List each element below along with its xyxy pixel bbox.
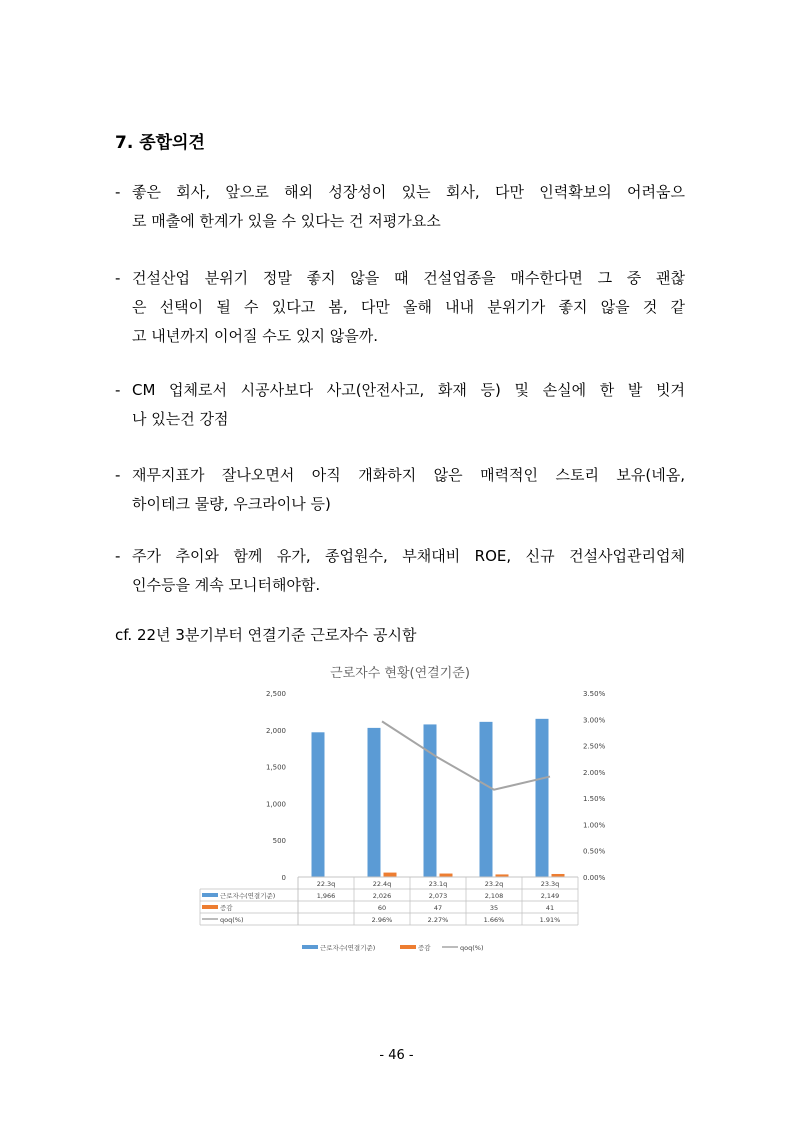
table-legend-key — [202, 905, 218, 909]
bar-employees — [536, 719, 549, 877]
category-label: 22.4q — [372, 880, 392, 888]
left-tick-label: 2,500 — [265, 690, 286, 698]
table-legend-key — [202, 893, 218, 897]
left-tick-label: 2,000 — [265, 726, 286, 735]
data-label: 2,149 — [540, 892, 560, 900]
employee-count-chart — [200, 655, 606, 965]
legend-label: 증감 — [418, 944, 431, 952]
left-tick-label: 0 — [281, 874, 286, 882]
category-label: 23.3q — [540, 880, 560, 888]
bullet-line: 로 매출에 한계가 있을 수 있다는 건 저평가요소 — [132, 212, 441, 230]
bar-employees — [480, 722, 493, 877]
bullet-item — [115, 178, 685, 236]
left-tick-label: 1,500 — [265, 763, 286, 772]
right-tick-label: 0.50% — [583, 847, 606, 856]
chart-title: 근로자수 현황(연결기준) — [330, 666, 470, 681]
data-label: 47 — [433, 904, 443, 912]
right-tick-label: 1.00% — [583, 821, 606, 830]
data-label: 2,073 — [428, 892, 448, 900]
bullet-line: 건설산업 분위기 정말 좋지 않을 때 건설업종을 매수한다면 그 중 괜찮 — [132, 269, 685, 287]
bullet-item — [115, 461, 685, 519]
right-tick-label: 1.50% — [583, 795, 606, 804]
bullet-line: 재무지표가 잘나오면서 아직 개화하지 않은 매력적인 스토리 보유(네옴, — [132, 466, 685, 484]
data-label: 1,966 — [316, 892, 336, 900]
legend-key — [302, 945, 318, 949]
section-heading: 7. 종합의견 — [115, 133, 205, 153]
chart-legend — [302, 943, 483, 952]
bullet-item — [115, 376, 685, 434]
category-label: 23.1q — [428, 880, 448, 888]
category-label: 22.3q — [316, 880, 336, 888]
right-tick-label: 2.50% — [583, 742, 606, 751]
qoq-line — [382, 721, 550, 789]
right-axis-ticks — [583, 690, 606, 882]
series-name: qoq(%) — [220, 916, 244, 924]
bar-group — [298, 719, 578, 877]
bullet-line: 인수등을 계속 모니터해야함. — [132, 576, 321, 594]
right-tick-label: 0.00% — [583, 874, 606, 882]
legend-key — [400, 945, 416, 949]
chart-note: cf. 22년 3분기부터 연결기준 근로자수 공시함 — [115, 626, 417, 644]
bullet-line: 은 선택이 될 수 있다고 봄, 다만 올해 내내 분위기가 좋지 않을 것 같 — [132, 298, 685, 316]
bullet-line: 하이테크 물량, 우크라이나 등) — [132, 495, 331, 513]
left-tick-label: 1,000 — [265, 800, 286, 809]
bar-employees — [312, 732, 325, 877]
bar-employees — [368, 728, 381, 877]
right-tick-label: 2.00% — [583, 768, 606, 777]
bullet-line: 좋은 회사, 앞으로 해외 성장성이 있는 회사, 다만 인력확보의 어려움으 — [132, 183, 685, 201]
page-number: - 46 - — [379, 1048, 414, 1063]
data-label: 41 — [545, 904, 555, 912]
bullet-dash: - — [115, 466, 121, 484]
bullet-line: CM 업체로서 시공사보다 사고(안전사고, 화재 등) 및 손실에 한 발 빗겨 — [132, 381, 685, 399]
category-label: 23.2q — [484, 880, 504, 888]
data-label: 60 — [377, 904, 387, 912]
left-tick-label: 500 — [272, 837, 286, 846]
right-tick-label: 3.00% — [583, 716, 606, 725]
bullet-item — [115, 264, 685, 351]
bullet-dash: - — [115, 269, 121, 287]
bullet-item — [115, 542, 685, 600]
bar-change — [440, 874, 453, 877]
bar-change — [384, 873, 397, 877]
data-label: 35 — [489, 904, 499, 912]
bullet-dash: - — [115, 183, 121, 201]
bullet-line: 주가 추이와 함께 유가, 종업원수, 부채대비 ROE, 신규 건설사업관리업체 — [132, 547, 685, 565]
data-table — [200, 877, 578, 925]
data-label: 2,108 — [484, 892, 504, 900]
data-label: 2.27% — [427, 916, 449, 924]
right-tick-label: 3.50% — [583, 690, 606, 698]
data-label: 2,026 — [372, 892, 392, 900]
data-label: 1.91% — [539, 916, 561, 924]
bullet-dash: - — [115, 381, 121, 399]
legend-label: qoq(%) — [460, 944, 484, 952]
data-label: 1.66% — [483, 916, 505, 924]
legend-label: 근로자수(연결기준) — [320, 944, 376, 952]
bullet-line: 나 있는건 강점 — [132, 410, 229, 428]
series-name: 증감 — [220, 904, 233, 912]
bullet-dash: - — [115, 547, 121, 565]
bar-employees — [424, 724, 437, 877]
series-name: 근로자수(연결기준) — [220, 892, 276, 900]
line-layer — [382, 721, 550, 789]
data-label: 2.96% — [371, 916, 393, 924]
left-axis-ticks — [266, 690, 286, 882]
bullet-line: 고 내년까지 이어질 수도 있지 않을까. — [132, 327, 378, 345]
